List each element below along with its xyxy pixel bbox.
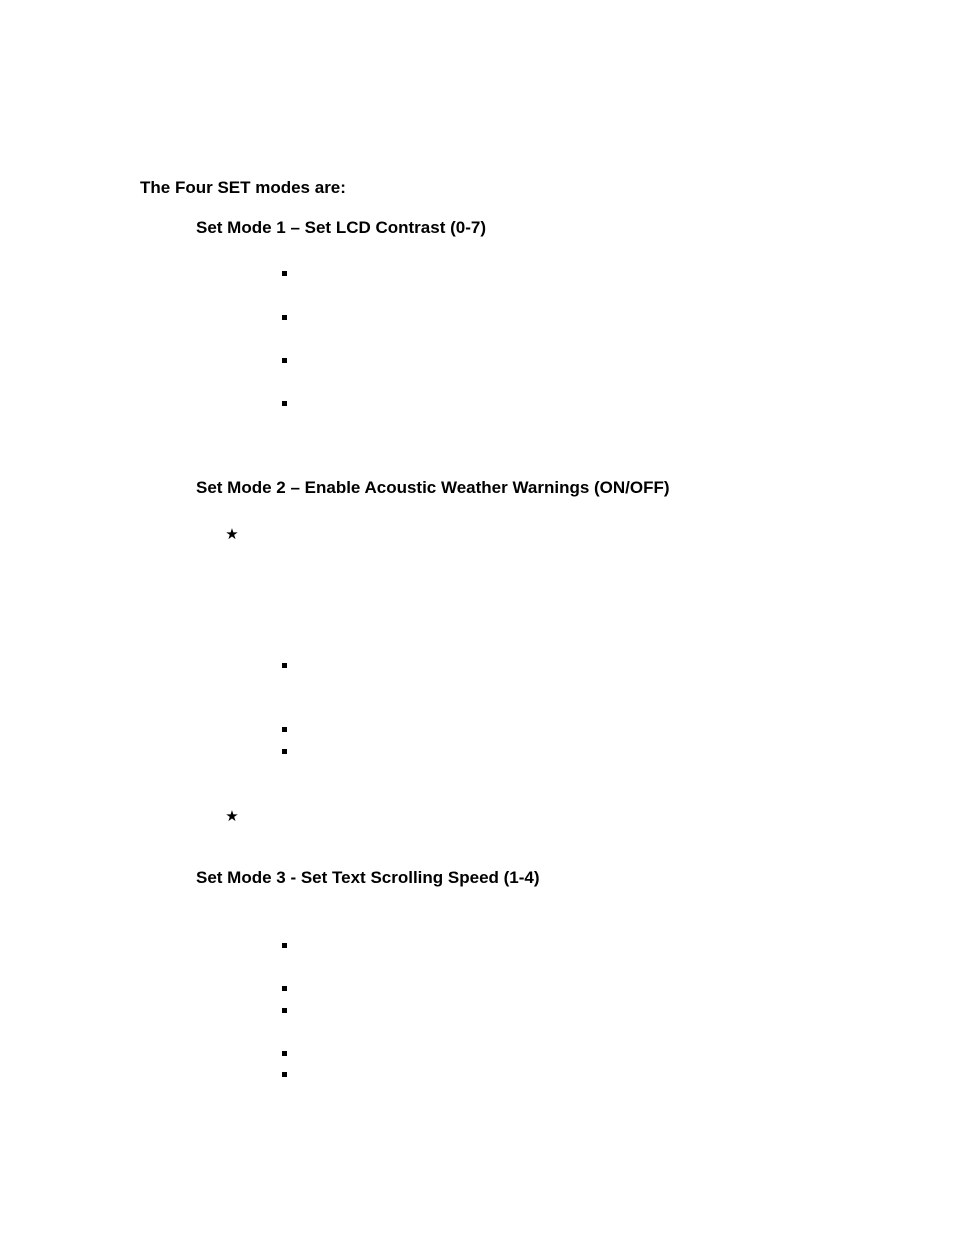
square-bullet-icon	[282, 271, 287, 276]
mode-2-title: Set Mode 2 – Enable Acoustic Weather Warnings (ON/OFF)	[196, 478, 670, 497]
square-bullet-icon	[282, 943, 287, 948]
square-bullet-icon	[282, 663, 287, 668]
square-bullet-icon	[282, 986, 287, 991]
mode-3-title: Set Mode 3 - Set Text Scrolling Speed (1-4)	[196, 868, 540, 887]
intro-heading: The Four SET modes are:	[140, 178, 346, 197]
square-bullet-icon	[282, 727, 287, 732]
square-bullet-icon	[282, 358, 287, 363]
mode-1-title: Set Mode 1 – Set LCD Contrast (0-7)	[196, 218, 486, 237]
square-bullet-icon	[282, 749, 287, 754]
star-icon: ★	[225, 807, 239, 825]
square-bullet-icon	[282, 401, 287, 406]
star-icon: ★	[225, 525, 239, 543]
square-bullet-icon	[282, 315, 287, 320]
square-bullet-icon	[282, 1008, 287, 1013]
square-bullet-icon	[282, 1072, 287, 1077]
square-bullet-icon	[282, 1051, 287, 1056]
